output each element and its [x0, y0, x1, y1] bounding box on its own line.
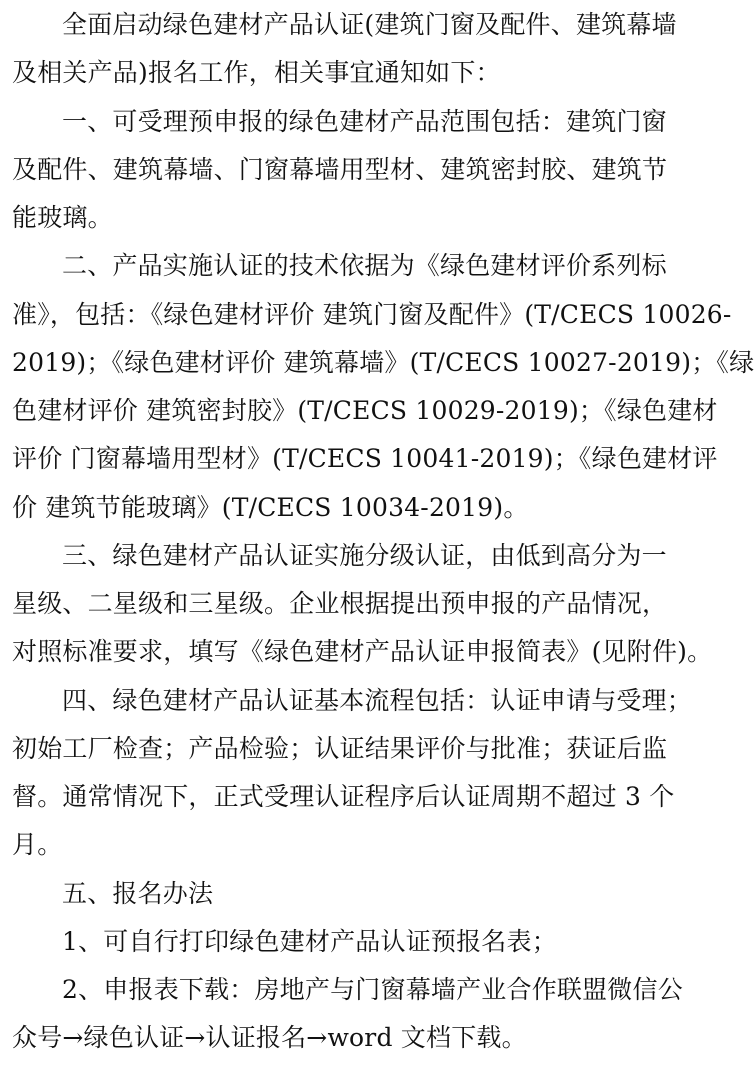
text-line: 星级、二星级和三星级。企业根据提出预申报的产品情况， [12, 589, 668, 618]
text-line: 及相关产品)报名工作，相关事宜通知如下： [12, 58, 501, 87]
text-line: 及配件、建筑幕墙、门窗幕墙用型材、建筑密封胶、建筑节 [12, 155, 668, 184]
text-line: 色建材评价 建筑密封胶》(T/CECS 10029-2019)；《绿色建材 [12, 396, 718, 425]
text-line: 一、可受理预申报的绿色建材产品范围包括：建筑门窗 [62, 107, 667, 136]
text-line: 评价 门窗幕墙用型材》(T/CECS 10041-2019)；《绿色建材评 [12, 444, 718, 473]
text-line: 全面启动绿色建材产品认证(建筑门窗及配件、建筑幕墙 [62, 10, 677, 39]
text-line: 价 建筑节能玻璃》(T/CECS 10034-2019)。 [12, 493, 529, 522]
text-line: 众号→绿色认证→认证报名→word 文档下载。 [12, 1023, 527, 1052]
list-item: 2、申报表下载：房地产与门窗幕墙产业合作联盟微信公 [62, 975, 683, 1004]
text-line: 督。通常情况下，正式受理认证程序后认证周期不超过 3 个 [12, 782, 675, 811]
text-line: 四、绿色建材产品认证基本流程包括：认证申请与受理； [62, 686, 693, 715]
text-line: 2019)；《绿色建材评价 建筑幕墙》(T/CECS 10027-2019)；《绿 [12, 348, 754, 377]
text-line: 三、绿色建材产品认证实施分级认证，由低到高分为一 [62, 541, 667, 570]
text-line: 月。 [12, 830, 63, 859]
text-line: 对照标准要求，填写《绿色建材产品认证申报简表》(见附件)。 [12, 637, 713, 666]
section-heading: 五、报名办法 [62, 879, 214, 908]
text-line: 准》，包括：《绿色建材评价 建筑门窗及配件》(T/CECS 10026- [12, 300, 732, 329]
list-item: 1、可自行打印绿色建材产品认证预报名表； [62, 927, 557, 956]
text-line: 初始工厂检查；产品检验；认证结果评价与批准；获证后监 [12, 734, 668, 763]
text-line: 能玻璃。 [12, 203, 113, 232]
text-line: 二、产品实施认证的技术依据为《绿色建材评价系列标 [62, 251, 667, 280]
